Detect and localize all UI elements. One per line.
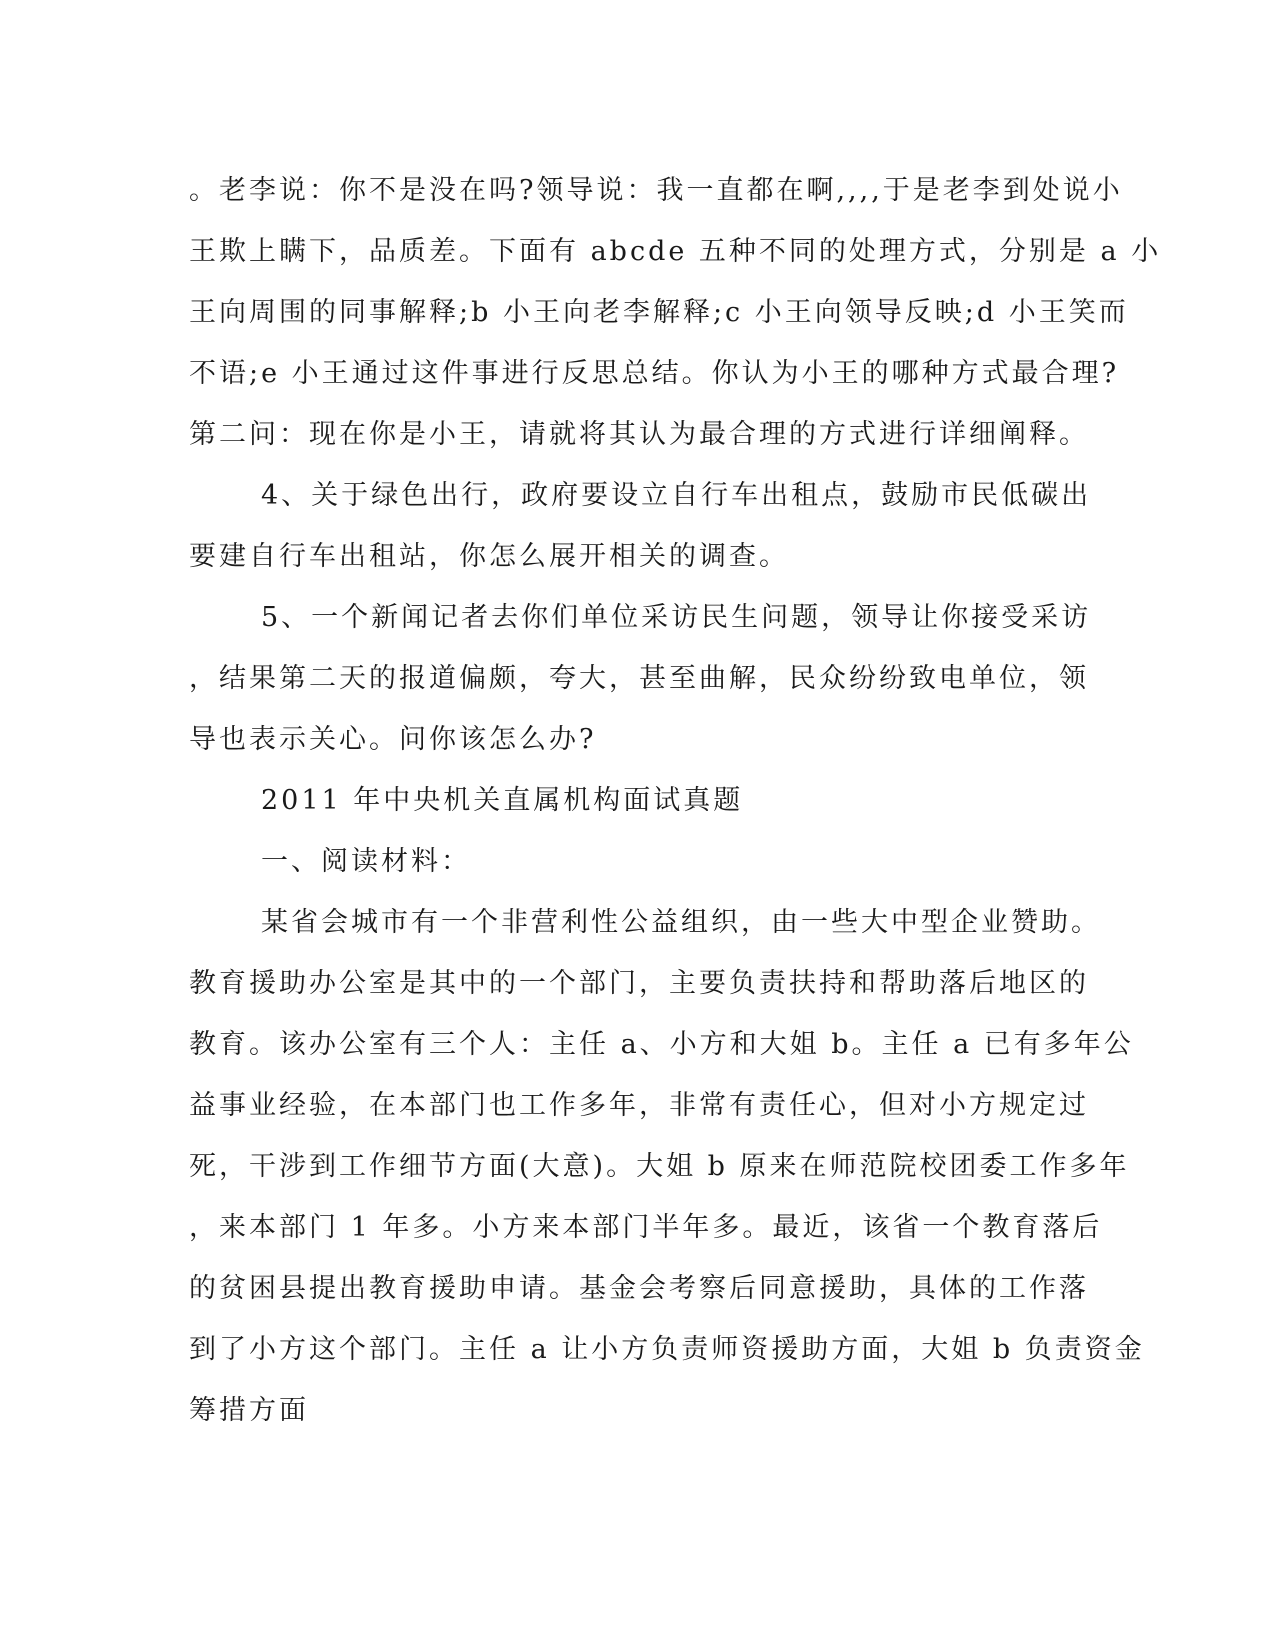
text-line: 到了小方这个部门。主任 a 让小方负责师资援助方面，大姐 b 负责资金 [189, 1334, 1145, 1365]
document-body [189, 160, 1162, 1441]
text-line: 要建自行车出租站，你怎么展开相关的调查。 [189, 541, 789, 572]
text-line: 死，干涉到工作细节方面(大意)。大姐 b 原来在师范院校团委工作多年 [189, 1151, 1130, 1182]
text-line: 王向周围的同事解释;b 小王向老李解释;c 小王向领导反映;d 小王笑而 [189, 297, 1129, 328]
subsection-heading: 一、阅读材料： [261, 846, 471, 877]
question-5-line: 5、一个新闻记者去你们单位采访民生问题，领导让你接受采访 [261, 602, 1092, 633]
text-line: 。老李说：你不是没在吗?领导说：我一直都在啊,,,,于是老李到处说小 [189, 175, 1123, 206]
text-line: 王欺上瞒下，品质差。下面有 abcde 五种不同的处理方式，分别是 a 小 [189, 236, 1162, 267]
text-line: 教育。该办公室有三个人：主任 a、小方和大姐 b。主任 a 已有多年公 [189, 1029, 1134, 1060]
text-line: ，来本部门 1 年多。小方来本部门半年多。最近，该省一个教育落后 [189, 1212, 1103, 1243]
text-line: 导也表示关心。问你该怎么办? [189, 724, 597, 755]
text-line: 不语;e 小王通过这件事进行反思总结。你认为小王的哪种方式最合理? [189, 358, 1120, 389]
paragraph-start-line: 某省会城市有一个非营利性公益组织，由一些大中型企业赞助。 [261, 907, 1101, 938]
text-line: 筹措方面 [189, 1395, 309, 1426]
text-line: 的贫困县提出教育援助申请。基金会考察后同意援助，具体的工作落 [189, 1273, 1089, 1304]
text-line: ，结果第二天的报道偏颇，夸大，甚至曲解，民众纷纷致电单位，领 [189, 663, 1089, 694]
text-line: 益事业经验，在本部门也工作多年，非常有责任心，但对小方规定过 [189, 1090, 1089, 1121]
section-heading: 2011 年中央机关直属机构面试真题 [261, 785, 744, 816]
question-4-line: 4、关于绿色出行，政府要设立自行车出租点，鼓励市民低碳出 [261, 480, 1092, 511]
text-line: 第二问：现在你是小王，请就将其认为最合理的方式进行详细阐释。 [189, 419, 1089, 450]
text-line: 教育援助办公室是其中的一个部门，主要负责扶持和帮助落后地区的 [189, 968, 1089, 999]
